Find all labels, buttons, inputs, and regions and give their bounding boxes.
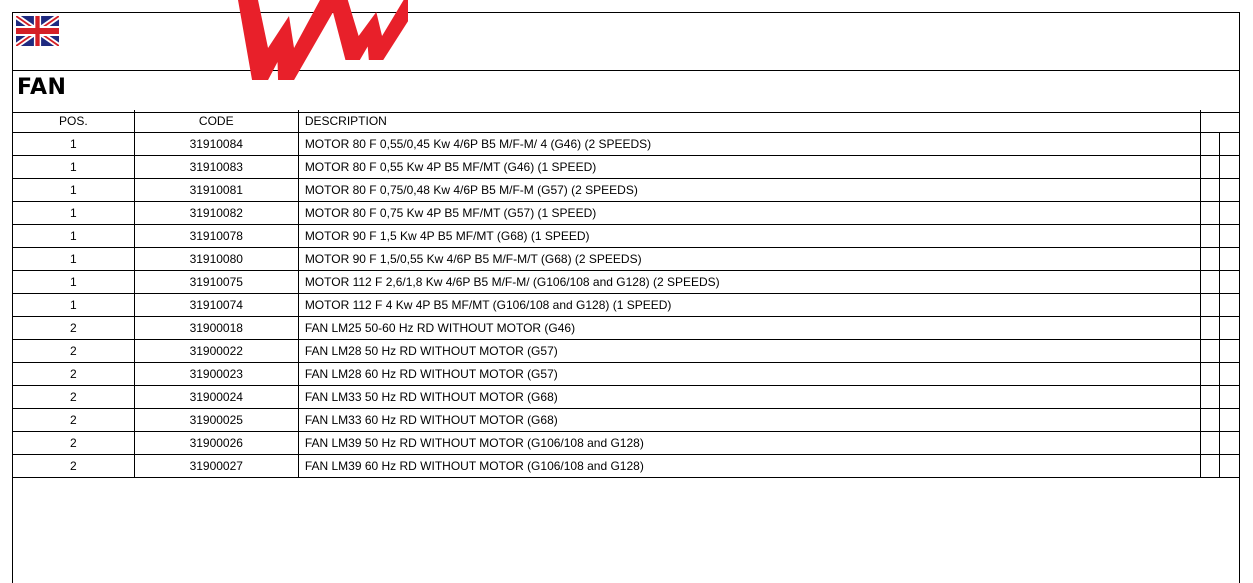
- row-extra-2: [1220, 133, 1240, 156]
- row-code: 31910081: [134, 179, 298, 202]
- row-extra-2: [1220, 179, 1240, 202]
- row-extra-1: [1200, 225, 1220, 248]
- row-extra-2: [1220, 317, 1240, 340]
- row-description: FAN LM33 50 Hz RD WITHOUT MOTOR (G68): [298, 386, 1200, 409]
- row-extra-2: [1220, 156, 1240, 179]
- row-description: FAN LM39 60 Hz RD WITHOUT MOTOR (G106/108 and G128): [298, 455, 1200, 478]
- table-row: [13, 294, 1240, 317]
- row-code: 31900022: [134, 340, 298, 363]
- row-extra-1: [1200, 455, 1220, 478]
- table-row: [13, 202, 1240, 225]
- parts-sheet: [12, 12, 1240, 583]
- table-row: [13, 432, 1240, 455]
- row-pos: 1: [13, 179, 134, 202]
- row-pos: 1: [13, 248, 134, 271]
- row-extra-1: [1200, 432, 1220, 455]
- row-extra-1: [1200, 156, 1220, 179]
- row-extra-2: [1220, 248, 1240, 271]
- row-pos: 2: [13, 386, 134, 409]
- header-empty: [1200, 110, 1239, 133]
- row-pos: 2: [13, 409, 134, 432]
- row-description: FAN LM28 60 Hz RD WITHOUT MOTOR (G57): [298, 363, 1200, 386]
- row-description: FAN LM39 50 Hz RD WITHOUT MOTOR (G106/108 and G128): [298, 432, 1200, 455]
- table-row: [13, 340, 1240, 363]
- row-pos: 2: [13, 363, 134, 386]
- table-row: [13, 133, 1240, 156]
- row-extra-1: [1200, 179, 1220, 202]
- row-pos: 2: [13, 317, 134, 340]
- row-extra-2: [1220, 386, 1240, 409]
- row-description: FAN LM33 60 Hz RD WITHOUT MOTOR (G68): [298, 409, 1200, 432]
- row-description: MOTOR 80 F 0,75/0,48 Kw 4/6P B5 M/F-M (G57) (2 SPEEDS): [298, 179, 1200, 202]
- row-extra-2: [1220, 409, 1240, 432]
- table-row: [13, 179, 1240, 202]
- row-extra-2: [1220, 340, 1240, 363]
- row-extra-2: [1220, 294, 1240, 317]
- row-extra-2: [1220, 271, 1240, 294]
- row-description: MOTOR 80 F 0,55 Kw 4P B5 MF/MT (G46) (1 SPEED): [298, 156, 1200, 179]
- row-description: FAN LM25 50-60 Hz RD WITHOUT MOTOR (G46): [298, 317, 1200, 340]
- row-pos: 1: [13, 225, 134, 248]
- table-row: [13, 225, 1240, 248]
- row-extra-1: [1200, 271, 1220, 294]
- row-extra-2: [1220, 432, 1240, 455]
- parts-table: [13, 110, 1240, 478]
- header-pos: POS.: [13, 110, 134, 133]
- row-pos: 2: [13, 455, 134, 478]
- row-description: MOTOR 80 F 0,75 Kw 4P B5 MF/MT (G57) (1 SPEED): [298, 202, 1200, 225]
- table-row: [13, 455, 1240, 478]
- row-extra-1: [1200, 409, 1220, 432]
- row-code: 31910083: [134, 156, 298, 179]
- row-description: MOTOR 80 F 0,55/0,45 Kw 4/6P B5 M/F-M/ 4 (G46) (2 SPEEDS): [298, 133, 1200, 156]
- row-description: MOTOR 112 F 2,6/1,8 Kw 4/6P B5 M/F-M/ (G106/108 and G128) (2 SPEEDS): [298, 271, 1200, 294]
- table-row: [13, 317, 1240, 340]
- row-extra-2: [1220, 363, 1240, 386]
- uk-flag-icon[interactable]: [16, 16, 59, 46]
- table-row: [13, 363, 1240, 386]
- row-code: 31910075: [134, 271, 298, 294]
- row-extra-2: [1220, 225, 1240, 248]
- row-description: MOTOR 90 F 1,5/0,55 Kw 4/6P B5 M/F-M/T (G68) (2 SPEEDS): [298, 248, 1200, 271]
- header-code: CODE: [134, 110, 298, 133]
- table-row: [13, 248, 1240, 271]
- row-code: 31910084: [134, 133, 298, 156]
- row-pos: 2: [13, 432, 134, 455]
- row-extra-1: [1200, 386, 1220, 409]
- row-extra-1: [1200, 294, 1220, 317]
- row-pos: 1: [13, 133, 134, 156]
- row-extra-1: [1200, 202, 1220, 225]
- row-code: 31910074: [134, 294, 298, 317]
- row-extra-1: [1200, 317, 1220, 340]
- row-extra-1: [1200, 248, 1220, 271]
- table-row: [13, 156, 1240, 179]
- row-pos: 1: [13, 294, 134, 317]
- row-pos: 1: [13, 271, 134, 294]
- row-code: 31910080: [134, 248, 298, 271]
- row-extra-1: [1200, 340, 1220, 363]
- row-code: 31900024: [134, 386, 298, 409]
- row-code: 31910082: [134, 202, 298, 225]
- row-extra-2: [1220, 455, 1240, 478]
- header-description: DESCRIPTION: [298, 110, 1200, 133]
- row-code: 31900026: [134, 432, 298, 455]
- row-extra-2: [1220, 202, 1240, 225]
- language-band: [13, 13, 1239, 71]
- row-code: 31900018: [134, 317, 298, 340]
- row-pos: 2: [13, 340, 134, 363]
- table-row: [13, 409, 1240, 432]
- row-code: 31910078: [134, 225, 298, 248]
- table-header-row: [13, 110, 1240, 133]
- row-extra-1: [1200, 363, 1220, 386]
- row-extra-1: [1200, 133, 1220, 156]
- section-header: [13, 71, 1239, 113]
- row-description: MOTOR 112 F 4 Kw 4P B5 MF/MT (G106/108 and G128) (1 SPEED): [298, 294, 1200, 317]
- table-row: [13, 271, 1240, 294]
- row-pos: 1: [13, 202, 134, 225]
- row-pos: 1: [13, 156, 134, 179]
- row-description: FAN LM28 50 Hz RD WITHOUT MOTOR (G57): [298, 340, 1200, 363]
- row-code: 31900027: [134, 455, 298, 478]
- row-description: MOTOR 90 F 1,5 Kw 4P B5 MF/MT (G68) (1 SPEED): [298, 225, 1200, 248]
- row-code: 31900025: [134, 409, 298, 432]
- table-row: [13, 386, 1240, 409]
- row-code: 31900023: [134, 363, 298, 386]
- section-title: FAN: [17, 75, 67, 100]
